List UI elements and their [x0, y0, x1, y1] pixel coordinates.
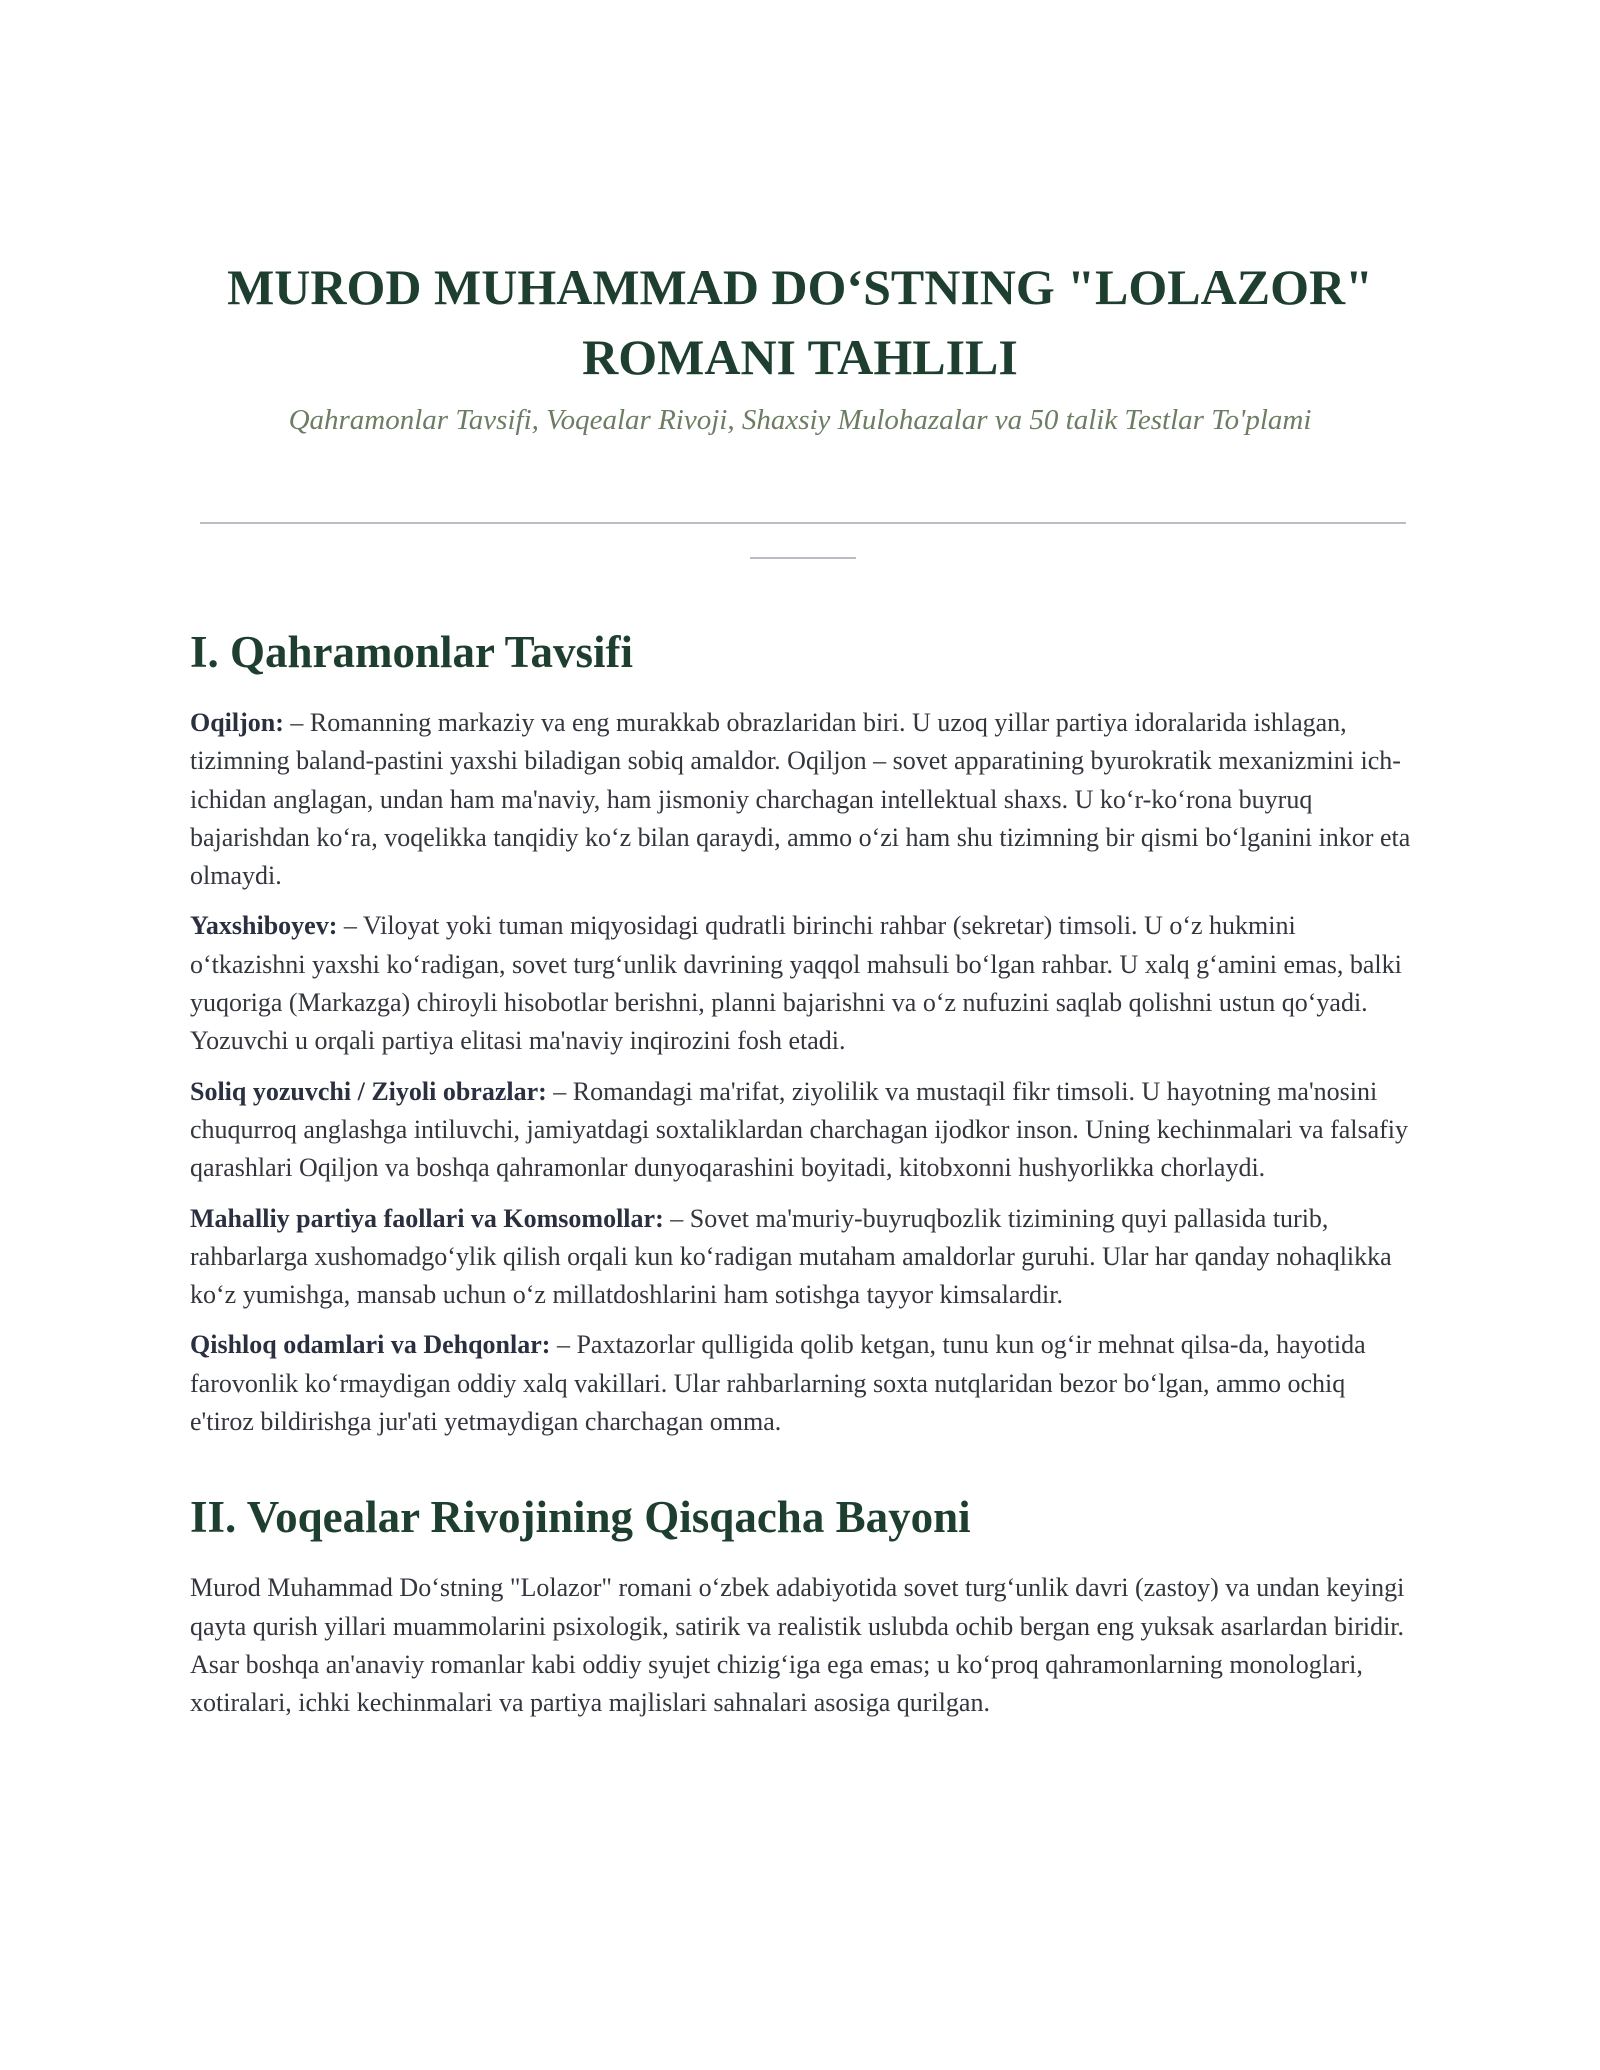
document-title: MUROD MUHAMMAD DO‘STNING "LOLAZOR" ROMANI TAHLILI [227, 259, 1373, 385]
character-name: Yaxshiboyev: [190, 911, 338, 941]
character-name: Soliq yozuvchi / Ziyoli obrazlar: [190, 1076, 547, 1106]
character-name: Mahalliy partiya faollari va Komsomollar: [190, 1203, 664, 1233]
body-paragraph: Murod Muhammad Do‘stning "Lolazor" romani o‘zbek adabiyotida sovet turg‘unlik davri (zastoy) va undan keyingi qayta qurish yillari muammolarini psixologik, satirik va realistik uslubda ochib bergan eng yuksak asarlardan biridir. Asar boshqa an'anaviy romanlar kabi oddiy syujet chizig‘iga ega emas; u ko‘proq qahramonlarning monologlari, xotiralari, ichki kechinmalari va partiya majlislari sahnalari asosiga qurilgan. [190, 1573, 1405, 1718]
section-plot-summary [190, 1485, 1412, 1722]
document-body [190, 620, 1412, 1735]
title-divider [200, 522, 1406, 524]
section-heading: II. Voqealar Rivojining Qisqacha Bayoni [190, 1492, 971, 1543]
section-heading: I. Qahramonlar Tavsifi [190, 627, 634, 677]
character-entry [190, 1073, 1412, 1188]
character-description: – Romandagi ma'rifat, ziyolilik va mustaqil fikr timsoli. U hayotning ma'nosini chuqurroq anglashga intiluvchi, jamiyatdagi soxtaliklardan charchagan ijodkor inson. Uning kechinmalari va falsafiy qarashlari Oqiljon va boshqa qahramonlar dunyoqarashini boyitadi, kitobxonni hushyorlikka chorlaydi. [190, 1076, 1409, 1183]
character-entry [190, 1200, 1412, 1315]
character-name: Qishloq odamlari va Dehqonlar: [190, 1330, 551, 1360]
character-entry [190, 704, 1412, 895]
title-divider-short [750, 557, 856, 559]
character-description: – Viloyat yoki tuman miqyosidagi qudratli birinchi rahbar (sekretar) timsoli. U o‘z hukmini o‘tkazishni yaxshi ko‘radigan, sovet turg‘unlik davrining yaqqol mahsuli bo‘lgan rahbar. U xalq g‘amini emas, balki yuqoriga (Markazga) chiroyli hisobotlar berishni, planni bajarishni va o‘z nufuzini saqlab qolishni ustun qo‘yadi. Yozuvchi u orqali partiya elitasi ma'naviy inqirozini fosh etadi. [190, 911, 1402, 1056]
character-entry [190, 907, 1412, 1060]
character-description: – Sovet ma'muriy-buyruqbozlik tizimining quyi pallasida turib, rahbarlarga xushomadgo‘ylik qilish orqali kun ko‘radigan mutaham amaldorlar guruhi. Ular har qanday nohaqlikka ko‘z yumishga, mansab uchun o‘z millatdoshlarini ham sotishga tayyor kimsalardir. [190, 1203, 1392, 1310]
character-name: Oqiljon: [190, 708, 284, 737]
character-description: – Romanning markaziy va eng murakkab obrazlaridan biri. U uzoq yillar partiya idoralarida ishlagan, tizimning baland-pastini yaxshi biladigan sobiq amaldor. Oqiljon – sovet apparatining byurokratik mexanizmini ich-ichidan anglagan, undan ham ma'naviy, ham jismoniy charchagan intellektual shaxs. U ko‘r-ko‘rona buyruq bajarishdan ko‘ra, voqelikka tanqidiy ko‘z bilan qaraydi, ammo o‘zi ham shu tizimning bir qismi bo‘lganini inkor eta olmaydi. [190, 708, 1411, 891]
document-subtitle: Qahramonlar Tavsifi, Voqealar Rivoji, Shaxsiy Mulohazalar va 50 talik Testlar To'plami [288, 404, 1312, 436]
section-characters [190, 620, 1412, 1441]
character-entry [190, 1326, 1412, 1441]
character-description: – Paxtazorlar qulligida qolib ketgan, tunu kun og‘ir mehnat qilsa-da, hayotida farovonlik ko‘rmaydigan oddiy xalq vakillari. Ular rahbarlarning soxta nutqlaridan bezor bo‘lgan, ammo ochiq e'tiroz bildirishga jur'ati yetmaydigan charchagan omma. [190, 1330, 1366, 1437]
